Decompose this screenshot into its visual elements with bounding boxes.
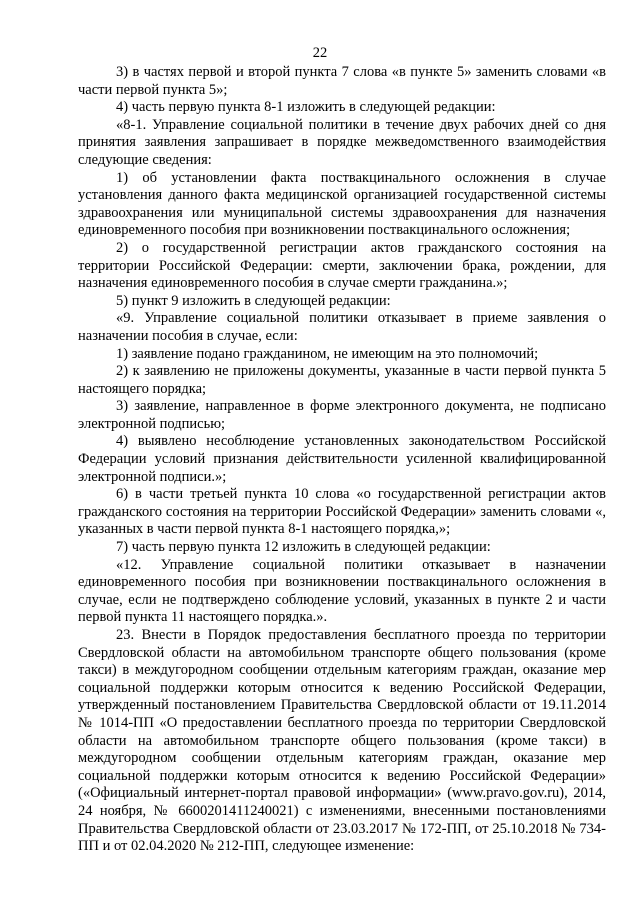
paragraph-9-intro: «9. Управление социальной политики отказывает в приеме заявления о назначении пособия в случае, если: <box>78 310 606 344</box>
paragraph-8-1-sub-2: 2) о государственной регистрации актов гражданского состояния на территории Российской Федерации: смерти, заключении брака, рождении, для назначения единовременного пособия в случае смерти гражданина.»; <box>78 239 606 292</box>
paragraph-item-6: 6) в части третьей пункта 10 слова «о государственной регистрации актов гражданского состояния на территории Российской Федерации» заменить словами «, указанных в части первой пункта 8-1 настоящего порядка,»; <box>78 486 606 538</box>
paragraph-9-sub-3: 3) заявление, направленное в форме электронного документа, не подписано электронной подписью; <box>78 398 606 432</box>
paragraph-item-3: 3) в частях первой и второй пункта 7 слова «в пункте 5» заменить словами «в части первой пункта 5»; <box>78 64 606 98</box>
paragraph-8-1-sub-1: 1) об установлении факта поствакцинального осложнения в случае установления данного факта медицинской организацией государственной системы здравоохранения или муниципальной системы здравоохранения для назначения единовременного пособия при возникновении поствакцинального осложнения; <box>78 169 606 239</box>
document-body <box>78 64 606 856</box>
paragraph-item-7: 7) часть первую пункта 12 изложить в следующей редакции: <box>116 539 491 556</box>
paragraph-item-5: 5) пункт 9 изложить в следующей редакции: <box>116 292 391 309</box>
paragraph-9-sub-2: 2) к заявлению не приложены документы, указанные в части первой пункта 5 настоящего порядка; <box>78 363 606 397</box>
paragraph-12-text: «12. Управление социальной политики отказывает в назначении единовременного пособия при возникновении поствакцинального осложнения в случае, если не подтверждено соблюдение условий, указанных в пункте 2 и части первой пункта 11 настоящего порядка.». <box>78 556 606 626</box>
paragraph-9-sub-4: 4) выявлено несоблюдение установленных законодательством Российской Федерации условий признания действительности усиленной квалифицированной электронной подписи.»; <box>78 433 606 485</box>
paragraph-9-sub-1: 1) заявление подано гражданином, не имеющим на это полномочий; <box>116 345 539 362</box>
paragraph-item-4: 4) часть первую пункта 8-1 изложить в следующей редакции: <box>116 99 496 116</box>
page-number: 22 <box>312 45 328 61</box>
paragraph-section-23: 23. Внести в Порядок предоставления бесплатного проезда по территории Свердловской области на автомобильном транспорте общего пользования (кроме такси) в междугородном сообщении отдельным категориям граждан, оказание мер социальной поддержки которым относится к ведению Российской Федерации, утвержденный постановлением Правительства Свердловской области от 19.11.2014 № 1014-ПП «О предоставлении бесплатного проезда по территории Свердловской области на автомобильном транспорте общего пользования (кроме такси) в междугородном сообщении отдельным категориям граждан, оказание мер социальной поддержки которым относится к ведению Российской Федерации» («Официальный интернет-портал правовой информации» (www.pravo.gov.ru), 2014, 24 ноября, № 6600201411240021) с изменениями, внесенными постановлениями Правительства Свердловской области от 23.03.2017 № 172-ПП, от 25.10.2018 № 734-ПП и от 02.04.2020 № 212-ПП, следующее изменение: <box>78 627 606 855</box>
paragraph-8-1-intro: «8-1. Управление социальной политики в течение двух рабочих дней со дня принятия заявления запрашивает в порядке межведомственного взаимодействия следующие сведения: <box>78 116 606 168</box>
